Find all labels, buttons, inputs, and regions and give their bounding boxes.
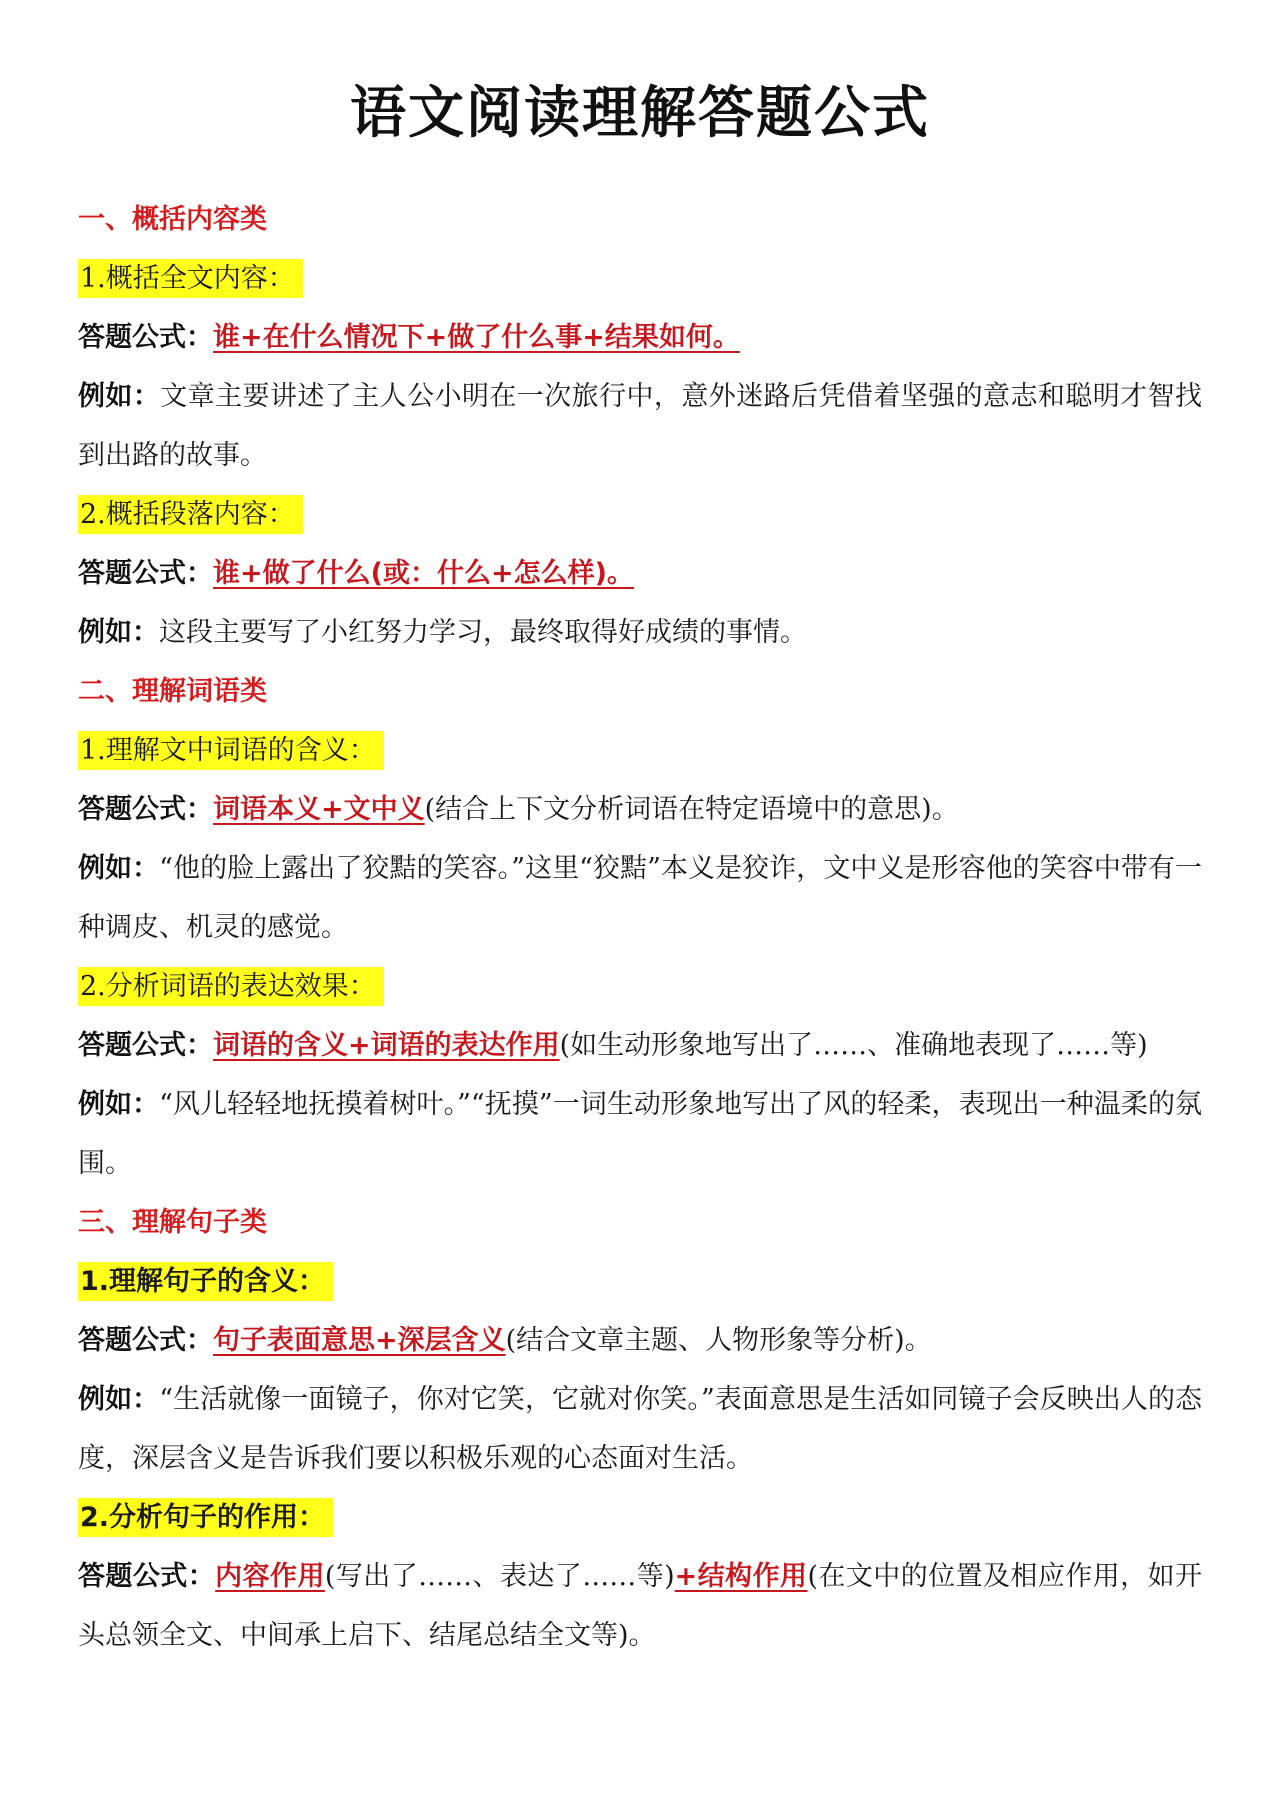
formula-label: 答题公式： [78,558,213,589]
formula-line [78,1547,1202,1665]
section-heading-summary: 一、概括内容类 [78,204,267,235]
example-paragraph [78,603,1202,662]
formula-note: (结合上下文分析词语在特定语境中的意思)。 [424,794,959,825]
subheading-highlight: 2.分析词语的表达效果： [78,967,384,1006]
formula-text: 句子表面意思+深层含义 [213,1325,506,1356]
example-label: 例如： [78,617,159,648]
formula-label: 答题公式： [78,322,213,353]
example-label: 例如： [78,381,161,412]
example-text: “风儿轻轻地抚摸着树叶。”“抚摸”一词生动形象地写出了风的轻柔，表现出一种温柔的氛围。 [78,1089,1203,1179]
subheading-highlight: 2.概括段落内容： [78,495,303,534]
subheading-sentence-meaning [78,1252,1202,1311]
example-label: 例如： [78,1384,160,1415]
formula-note: (如生动形象地写出了……、准确地表现了……等) [559,1030,1148,1061]
subheading-highlight: 2.分析句子的作用： [78,1498,333,1537]
formula-text-content: 内容作用 [215,1561,325,1592]
formula-text-structure: +结构作用 [674,1561,808,1592]
subheading-word-meaning [78,721,1202,780]
section-heading-words: 二、理解词语类 [78,676,267,707]
formula-note-content: (写出了……、表达了……等) [324,1561,675,1592]
section-heading-sentences: 三、理解句子类 [78,1207,267,1238]
example-label: 例如： [78,853,160,884]
formula-note: (结合文章主题、人物形象等分析)。 [505,1325,932,1356]
formula-line [78,308,1202,367]
formula-label: 答题公式： [78,1561,216,1592]
subheading-highlight: 1.理解句子的含义： [78,1262,333,1301]
subheading-highlight: 1.概括全文内容： [78,259,303,298]
subheading-highlight: 1.理解文中词语的含义： [78,731,384,770]
formula-line [78,1016,1202,1075]
example-text: 文章主要讲述了主人公小明在一次旅行中，意外迷路后凭借着坚强的意志和聪明才智找到出路的故事。 [78,381,1203,471]
subheading-word-effect [78,957,1202,1016]
subheading-sentence-function [78,1488,1202,1547]
subheading-summarize-full-text [78,249,1202,308]
example-paragraph [78,367,1202,485]
subheading-summarize-paragraph [78,485,1202,544]
example-paragraph [78,1075,1202,1193]
formula-text: 词语的含义+词语的表达作用 [213,1030,560,1061]
formula-label: 答题公式： [78,1325,213,1356]
example-paragraph [78,839,1202,957]
page-title: 语文阅读理解答题公式 [350,81,930,146]
formula-text: 谁+做了什么(或：什么+怎么样)。 [213,558,634,589]
example-label: 例如： [78,1089,160,1120]
formula-line [78,544,1202,603]
example-text: “他的脸上露出了狡黠的笑容。”这里“狡黠”本义是狡诈，文中义是形容他的笑容中带有一种调皮、机灵的感觉。 [78,853,1203,943]
formula-text: 谁+在什么情况下+做了什么事+结果如何。 [213,322,740,353]
formula-label: 答题公式： [78,794,213,825]
example-paragraph [78,1370,1202,1488]
example-text: “生活就像一面镜子，你对它笑，它就对你笑。”表面意思是生活如同镜子会反映出人的态度，深层含义是告诉我们要以积极乐观的心态面对生活。 [78,1384,1203,1474]
formula-line [78,780,1202,839]
example-text: 这段主要写了小红努力学习，最终取得好成绩的事情。 [159,617,807,648]
formula-text: 词语本义+文中义 [213,794,425,825]
formula-line [78,1311,1202,1370]
formula-label: 答题公式： [78,1030,213,1061]
formula-note-structure: (在文中的位置及相应作用，如开头总领全文、中间承上启下、结尾总结全文等)。 [78,1561,1202,1651]
